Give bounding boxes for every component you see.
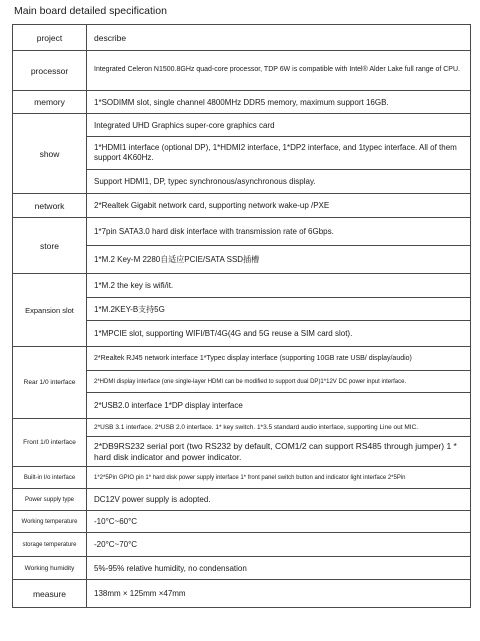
row-label: Working humidity (13, 557, 87, 580)
row-value: 1*7pin SATA3.0 hard disk interface with transmission rate of 6Gbps. (87, 218, 471, 246)
table-row-store (13, 218, 471, 246)
table-row-memory (13, 91, 471, 114)
page-title: Main board detailed specification (14, 5, 167, 17)
row-label: store (13, 218, 87, 274)
table-row-storage-temperature (13, 533, 471, 557)
row-value: -20°C~70°C (87, 533, 471, 557)
row-value: 2*HDMI display interface (one single-layer HDMI can be modified to support dual DP)1*12V DC power input interface. (87, 371, 471, 393)
row-label: Working temperature (13, 511, 87, 533)
table-row-expansion-slot (13, 274, 471, 298)
row-label: memory (13, 91, 87, 114)
row-value: Integrated UHD Graphics super-core graphics card (87, 114, 471, 137)
table-row-built-in-io-interface (13, 467, 471, 489)
row-value: Integrated Celeron N1500.8GHz quad-core processor, TDP 6W is compatible with Intel® Alder Lake full range of CPU. (87, 51, 471, 91)
row-value: 1*SODIMM slot, single channel 4800MHz DDR5 memory, maximum support 16GB. (87, 91, 471, 114)
row-value: 1*M.2 the key is wifi/it. (87, 274, 471, 298)
row-label: Expansion slot (13, 274, 87, 347)
row-label: storage temperature (13, 533, 87, 557)
table-row-measure (13, 580, 471, 608)
row-value: 5%-95% relative humidity, no condensation (87, 557, 471, 580)
row-label: network (13, 194, 87, 218)
table-row-front-io-interface (13, 419, 471, 437)
row-label: processor (13, 51, 87, 91)
table-row-working-humidity (13, 557, 471, 580)
row-value: -10°C~60°C (87, 511, 471, 533)
row-value: 1*2*5Pin GPIO pin 1* hard disk power supply interface 1* front panel switch button and indicator light interface 2*5Pin (87, 467, 471, 489)
row-label: Built-in I/o interface (13, 467, 87, 489)
table-row-power-supply-type (13, 489, 471, 511)
row-value: DC12V power supply is adopted. (87, 489, 471, 511)
spec-table (12, 24, 471, 608)
row-value: 2*Realtek RJ45 network interface 1*Typec display interface (supporting 10GB rate USB/ display/audio) (87, 347, 471, 371)
row-value: Support HDMI1, DP, typec synchronous/asynchronous display. (87, 170, 471, 194)
row-value: 2*DB9RS232 serial port (two RS232 by default, COM1/2 can support RS485 through jumper) 1 * hard disk indicator and power indicator. (87, 437, 471, 467)
table-row-rear-io-interface (13, 347, 471, 371)
row-label: Rear 1/0 interface (13, 347, 87, 419)
column-header-project: project (13, 25, 87, 51)
column-header-describe: describe (87, 25, 471, 51)
row-value: 2*USB2.0 interface 1*DP display interface (87, 393, 471, 419)
table-header-row (13, 25, 471, 51)
row-value: 2*Realtek Gigabit network card, supporting network wake-up /PXE (87, 194, 471, 218)
row-label: show (13, 114, 87, 194)
row-value: 2*USB 3.1 interface. 2*USB 2.0 interface. 1* key switch. 1*3.5 standard audio interface, supporting Line out MIC. (87, 419, 471, 437)
row-value: 1*MPCIE slot, supporting WIFI/BT/4G(4G and 5G reuse a SIM card slot). (87, 321, 471, 347)
row-value: 138mm × 125mm ×47mm (87, 580, 471, 608)
row-value: 1*HDMI1 interface (optional DP), 1*HDMI2 interface, 1*DP2 interface, and 1typec interface. All of them support 4K60Hz. (87, 137, 471, 170)
table-row-network (13, 194, 471, 218)
table-row-show (13, 114, 471, 137)
row-value: 1*M.2KEY-B支持5G (87, 298, 471, 321)
row-label: measure (13, 580, 87, 608)
row-label: Front 1/0 interface (13, 419, 87, 467)
table-row-working-temperature (13, 511, 471, 533)
row-value: 1*M.2 Key-M 2280自适应PCIE/SATA SSD插槽 (87, 246, 471, 274)
table-row-processor (13, 51, 471, 91)
row-label: Power supply type (13, 489, 87, 511)
